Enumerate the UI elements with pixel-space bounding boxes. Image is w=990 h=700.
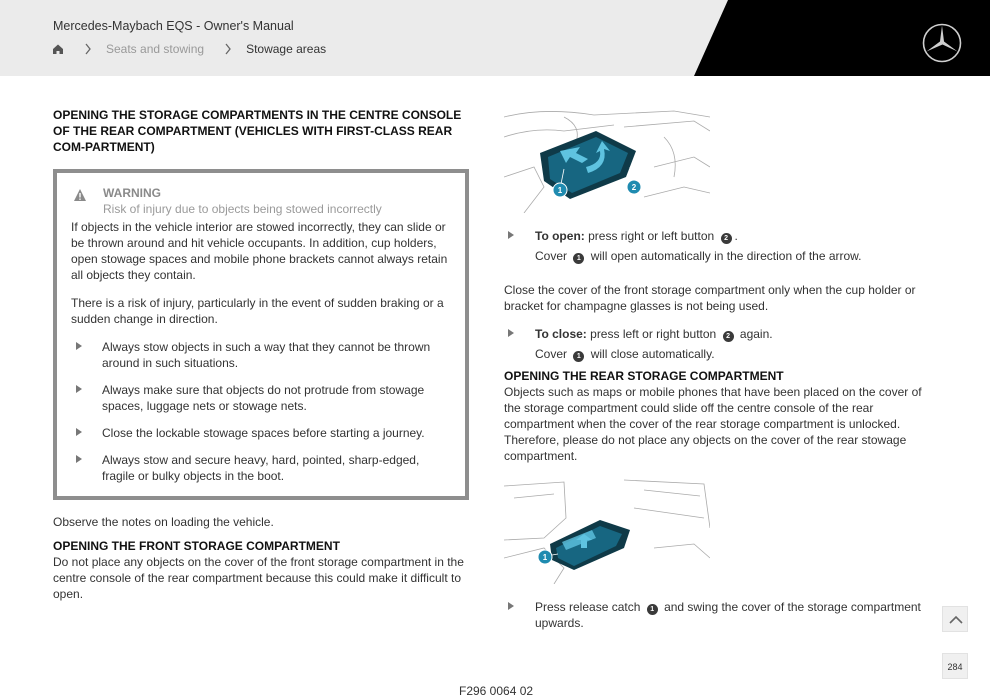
rear-compartment-illustration [504, 478, 710, 584]
section-heading-rear-compartment: OPENING THE REAR STORAGE COMPARTMENT [504, 369, 784, 383]
mercedes-star-logo [921, 22, 963, 64]
close-note: Close the cover of the front storage compartment only when the cup holder or bracket for champagne glasses is not being used. [504, 283, 916, 313]
warning-header [71, 185, 451, 217]
callout-2-icon: 2 [721, 233, 732, 244]
warning-bullet-list [71, 339, 451, 484]
list-item: Always stow objects in such a way that they cannot be thrown around in such situations. [71, 339, 451, 371]
breadcrumb-item-current: Stowage areas [246, 42, 327, 56]
bullet-arrow-icon [76, 385, 82, 393]
left-column [53, 107, 471, 602]
breadcrumb-item-seats[interactable]: Seats and stowing [106, 42, 205, 56]
open-step: To open: press right or left button 2 . [504, 228, 924, 244]
bullet-arrow-icon [508, 602, 514, 610]
bullet-arrow-icon [508, 231, 514, 239]
callout-2-icon [627, 180, 641, 194]
right-column [504, 107, 924, 631]
callout-1-icon: 1 [573, 351, 584, 362]
warning-title: WARNING [103, 186, 161, 200]
observe-note: Observe the notes on loading the vehicle. [53, 515, 274, 529]
list-item: Close the lockable stowage spaces before starting a journey. [71, 425, 451, 441]
list-item: Always stow and secure heavy, hard, pointed, sharp-edged, fragile or bulky objects in the boot. [71, 452, 451, 484]
svg-text:2: 2 [631, 183, 637, 192]
scroll-to-top-button[interactable] [942, 606, 968, 632]
release-step: Press release catch 1 and swing the cover of the storage compartment upwards. [504, 599, 924, 631]
front-compartment-illustration [504, 107, 710, 213]
callout-1-icon [553, 183, 567, 197]
image-reference-code: F296 0064 02 [459, 684, 534, 698]
callout-2-icon: 2 [723, 331, 734, 342]
home-icon[interactable] [52, 43, 64, 55]
list-item: Always make sure that objects do not protrude from stowage spaces, luggage nets or stowage nets. [71, 382, 451, 414]
warning-triangle-icon [73, 188, 87, 202]
bullet-arrow-icon [508, 329, 514, 337]
rear-compartment-text: Objects such as maps or mobile phones that have been placed on the cover of the storage compartment could slide off the centre console of the rear compartment when the cover of the rear storage compartment is unlocked. Therefore, please do not place any objects on the cover of the rear stowage compartment. [504, 385, 922, 463]
close-result: Cover 1 will close automatically. [535, 347, 715, 361]
warning-paragraph: If objects in the vehicle interior are stowed incorrectly, they can slide or be thrown around and hit vehicle occupants. In addition, cup holders, open stowage spaces and mobile phone brackets cannot always retain all objects they contain. [71, 220, 448, 282]
app-title: Mercedes-Maybach EQS - Owner's Manual [53, 19, 294, 33]
section-heading-centre-console: OPENING THE STORAGE COMPARTMENTS IN THE CENTRE CONSOLE OF THE REAR COMPARTMENT (VEHICLES WITH FIRST-CLASS REAR COM-PARTMENT) [53, 108, 462, 154]
chevron-right-icon [224, 43, 232, 55]
bullet-arrow-icon [76, 342, 82, 350]
callout-1-icon [538, 550, 552, 564]
close-step: To close: press left or right button 2 again. [504, 326, 924, 342]
open-label: To open: [535, 229, 585, 243]
svg-text:1: 1 [542, 553, 548, 562]
close-label: To close: [535, 327, 587, 341]
callout-1-icon: 1 [647, 604, 658, 615]
warning-paragraph: There is a risk of injury, particularly in the event of sudden braking or a sudden change in direction. [71, 296, 444, 326]
page-number-badge: 284 [942, 653, 968, 679]
warning-subtitle: Risk of injury due to objects being stowed incorrectly [103, 202, 382, 216]
bullet-arrow-icon [76, 455, 82, 463]
bullet-arrow-icon [76, 428, 82, 436]
callout-1-icon: 1 [573, 253, 584, 264]
chevron-right-icon [84, 43, 92, 55]
section-heading-front-compartment: OPENING THE FRONT STORAGE COMPARTMENT [53, 539, 340, 553]
front-compartment-text: Do not place any objects on the cover of the front storage compartment in the centre console of the rear compartment because this could make it difficult to open. [53, 555, 464, 601]
svg-text:1: 1 [557, 186, 563, 195]
chevron-up-icon [943, 607, 969, 633]
open-result: Cover 1 will open automatically in the direction of the arrow. [535, 249, 862, 263]
breadcrumb [52, 42, 326, 56]
warning-box [53, 169, 469, 500]
